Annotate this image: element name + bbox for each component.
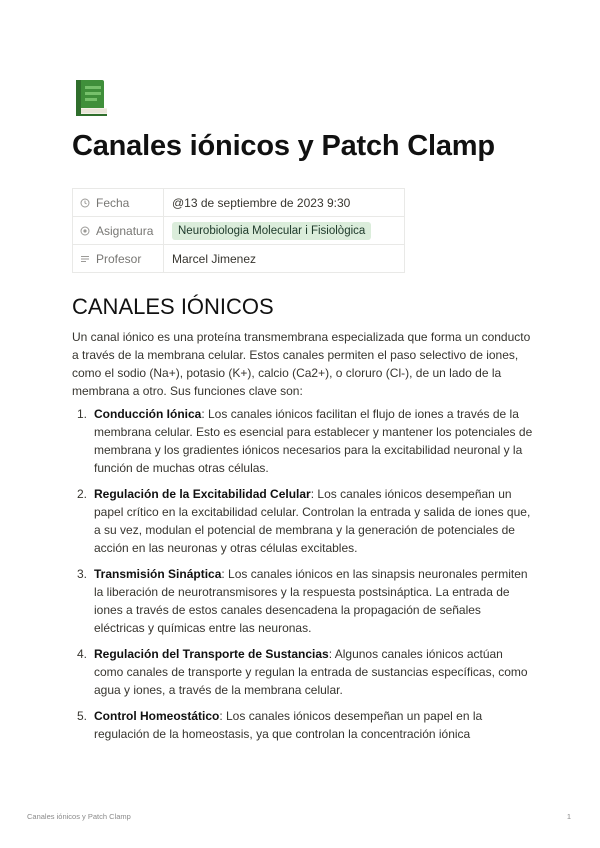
- subject-tag[interactable]: Neurobiologia Molecular i Fisiològica: [172, 222, 371, 240]
- list-item: [72, 565, 534, 637]
- list-item: [72, 405, 534, 477]
- list-item-text: : Los canales iónicos facilitan el flujo de iones a través de la membrana celular. Esto es esencial para establecer y mantener los potenciales de membrana y los gradientes iónicos necesarios para la excitabilidad neuronal y la función de muchas otras células.: [94, 407, 533, 475]
- list-number: 1.: [77, 407, 88, 421]
- list-item-term: Control Homeostático: [94, 709, 220, 723]
- green-book-icon: [73, 78, 111, 118]
- list-number: 4.: [77, 647, 88, 661]
- list-item: [72, 707, 534, 743]
- target-icon: [80, 226, 90, 236]
- page-title: Canales iónicos y Patch Clamp: [72, 130, 495, 162]
- property-value-professor[interactable]: Marcel Jimenez: [164, 245, 405, 273]
- section-heading: CANALES IÓNICOS: [72, 294, 274, 319]
- list-item-text: : Algunos canales iónicos actúan como canales de transporte y regulan la entrada de sustancias específicas, como agua y iones, a través de la membrana celular.: [94, 647, 528, 697]
- list-item-term: Regulación del Transporte de Sustancias: [94, 647, 329, 661]
- property-row-asignatura: [73, 217, 405, 245]
- list-item: [72, 485, 534, 557]
- list-item-text: : Los canales iónicos en las sinapsis neuronales permiten la liberación de neurotransmisores y la respuesta postsináptica. La entrada de iones a través de estos canales desencadena la propagación de señales eléctricas y químicas entre las neuronas.: [94, 567, 528, 635]
- clock-icon: [80, 198, 90, 208]
- properties-table: [72, 188, 405, 273]
- list-item-text: : Los canales iónicos desempeñan un papel crítico en la excitabilidad celular. Controlan la entrada y salida de iones que, a su vez, modulan el potencial de membrana y la generación de potenciales de acción en las neuronas y otras células excitables.: [94, 487, 531, 555]
- list-number: 3.: [77, 567, 88, 581]
- text-lines-icon: [80, 254, 90, 264]
- list-number: 2.: [77, 487, 88, 501]
- footer-title: Canales iónicos y Patch Clamp: [27, 812, 131, 821]
- list-item-term: Transmisión Sináptica: [94, 567, 222, 581]
- functions-list: [72, 405, 534, 751]
- property-row-fecha: [73, 189, 405, 217]
- property-key: Profesor: [96, 251, 142, 266]
- list-item-term: Conducción Iónica: [94, 407, 202, 421]
- list-number: 5.: [77, 709, 88, 723]
- list-item-term: Regulación de la Excitabilidad Celular: [94, 487, 311, 501]
- intro-paragraph: Un canal iónico es una proteína transmembrana especializada que forma un conducto a través de la membrana celular. Estos canales permiten el paso selectivo de iones, como el sodio (Na+), potasio (K+), calcio (Ca2+), o cloruro (Cl-), de un lado de la membrana a otro. Sus funciones clave son:: [72, 330, 531, 398]
- property-row-profesor: [73, 245, 405, 273]
- page-number: 1: [566, 812, 571, 821]
- list-item-text: : Los canales iónicos desempeñan un papel en la regulación de la homeostasis, ya que controlan la concentración iónica: [94, 709, 483, 741]
- property-key: Asignatura: [96, 223, 154, 238]
- property-value-date[interactable]: @13 de septiembre de 2023 9:30: [164, 189, 405, 217]
- property-key: Fecha: [96, 195, 130, 210]
- list-item: [72, 645, 534, 699]
